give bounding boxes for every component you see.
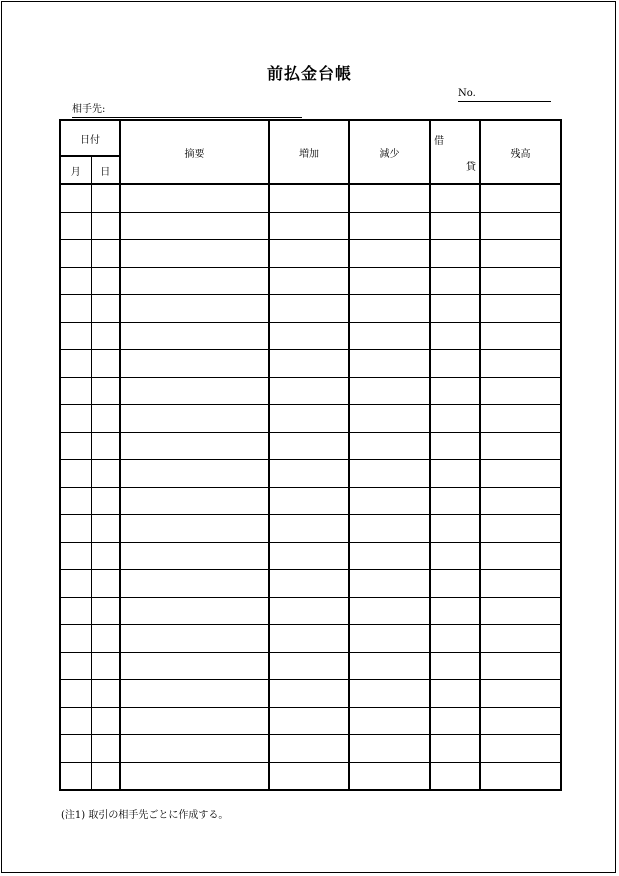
cell-balance[interactable] bbox=[480, 432, 561, 460]
cell-debit-credit[interactable] bbox=[430, 377, 480, 405]
cell-month[interactable] bbox=[60, 350, 91, 378]
cell-decrease[interactable] bbox=[349, 707, 430, 735]
cell-day[interactable] bbox=[91, 322, 120, 350]
cell-debit-credit[interactable] bbox=[430, 405, 480, 433]
table-row bbox=[60, 597, 561, 625]
cell-decrease[interactable] bbox=[349, 240, 430, 268]
cell-month[interactable] bbox=[60, 184, 91, 212]
cell-debit-credit[interactable] bbox=[430, 625, 480, 653]
header-decrease: 減少 bbox=[349, 120, 430, 184]
cell-debit-credit[interactable] bbox=[430, 707, 480, 735]
cell-summary[interactable] bbox=[120, 652, 269, 680]
cell-decrease[interactable] bbox=[349, 405, 430, 433]
cell-month[interactable] bbox=[60, 240, 91, 268]
table-row bbox=[60, 487, 561, 515]
header-credit: 貸 bbox=[466, 162, 476, 173]
cell-day[interactable] bbox=[91, 542, 120, 570]
cell-balance[interactable] bbox=[480, 405, 561, 433]
cell-debit-credit[interactable] bbox=[430, 570, 480, 598]
cell-decrease[interactable] bbox=[349, 432, 430, 460]
cell-month[interactable] bbox=[60, 542, 91, 570]
cell-increase[interactable] bbox=[269, 350, 349, 378]
cell-increase[interactable] bbox=[269, 542, 349, 570]
cell-debit-credit[interactable] bbox=[430, 184, 480, 212]
page-title: 前払金台帳 bbox=[266, 64, 352, 83]
cell-summary[interactable] bbox=[120, 184, 269, 212]
partner-field[interactable] bbox=[72, 104, 302, 118]
cell-increase[interactable] bbox=[269, 460, 349, 488]
cell-day[interactable] bbox=[91, 680, 120, 708]
cell-decrease[interactable] bbox=[349, 680, 430, 708]
cell-decrease[interactable] bbox=[349, 625, 430, 653]
cell-decrease[interactable] bbox=[349, 762, 430, 790]
cell-month[interactable] bbox=[60, 460, 91, 488]
cell-summary[interactable] bbox=[120, 377, 269, 405]
table-row bbox=[60, 212, 561, 240]
cell-day[interactable] bbox=[91, 707, 120, 735]
cell-month[interactable] bbox=[60, 267, 91, 295]
table-row bbox=[60, 377, 561, 405]
cell-month[interactable] bbox=[60, 597, 91, 625]
cell-day[interactable] bbox=[91, 267, 120, 295]
cell-day[interactable] bbox=[91, 515, 120, 543]
cell-increase[interactable] bbox=[269, 240, 349, 268]
cell-debit-credit[interactable] bbox=[430, 295, 480, 323]
cell-summary[interactable] bbox=[120, 542, 269, 570]
cell-day[interactable] bbox=[91, 625, 120, 653]
cell-day[interactable] bbox=[91, 570, 120, 598]
cell-month[interactable] bbox=[60, 652, 91, 680]
cell-day[interactable] bbox=[91, 240, 120, 268]
cell-day[interactable] bbox=[91, 597, 120, 625]
header-row-1 bbox=[60, 120, 561, 156]
cell-day[interactable] bbox=[91, 350, 120, 378]
cell-balance[interactable] bbox=[480, 625, 561, 653]
cell-debit-credit[interactable] bbox=[430, 267, 480, 295]
cell-decrease[interactable] bbox=[349, 377, 430, 405]
cell-debit-credit[interactable] bbox=[430, 487, 480, 515]
cell-summary[interactable] bbox=[120, 762, 269, 790]
footnote: (注1) 取引の相手先ごとに作成する。 bbox=[61, 810, 229, 821]
cell-increase[interactable] bbox=[269, 184, 349, 212]
cell-debit-credit[interactable] bbox=[430, 680, 480, 708]
cell-month[interactable] bbox=[60, 377, 91, 405]
table-row bbox=[60, 295, 561, 323]
cell-day[interactable] bbox=[91, 762, 120, 790]
cell-increase[interactable] bbox=[269, 762, 349, 790]
partner-label: 相手先: bbox=[72, 104, 106, 115]
header-summary: 摘要 bbox=[120, 120, 269, 184]
cell-summary[interactable] bbox=[120, 322, 269, 350]
cell-summary[interactable] bbox=[120, 295, 269, 323]
cell-month[interactable] bbox=[60, 625, 91, 653]
cell-debit-credit[interactable] bbox=[430, 735, 480, 763]
cell-decrease[interactable] bbox=[349, 184, 430, 212]
cell-decrease[interactable] bbox=[349, 267, 430, 295]
cell-balance[interactable] bbox=[480, 707, 561, 735]
cell-balance[interactable] bbox=[480, 652, 561, 680]
cell-debit-credit[interactable] bbox=[430, 652, 480, 680]
cell-increase[interactable] bbox=[269, 267, 349, 295]
table-row bbox=[60, 570, 561, 598]
cell-month[interactable] bbox=[60, 295, 91, 323]
cell-balance[interactable] bbox=[480, 267, 561, 295]
cell-increase[interactable] bbox=[269, 597, 349, 625]
cell-month[interactable] bbox=[60, 735, 91, 763]
cell-debit-credit[interactable] bbox=[430, 762, 480, 790]
cell-debit-credit[interactable] bbox=[430, 212, 480, 240]
cell-decrease[interactable] bbox=[349, 515, 430, 543]
header-date: 日付 bbox=[60, 120, 120, 156]
cell-summary[interactable] bbox=[120, 515, 269, 543]
cell-balance[interactable] bbox=[480, 680, 561, 708]
header-increase: 増加 bbox=[269, 120, 349, 184]
cell-decrease[interactable] bbox=[349, 350, 430, 378]
cell-debit-credit[interactable] bbox=[430, 432, 480, 460]
cell-decrease[interactable] bbox=[349, 460, 430, 488]
cell-increase[interactable] bbox=[269, 625, 349, 653]
cell-balance[interactable] bbox=[480, 570, 561, 598]
cell-balance[interactable] bbox=[480, 240, 561, 268]
header-debit: 借 bbox=[434, 136, 444, 147]
cell-increase[interactable] bbox=[269, 295, 349, 323]
cell-increase[interactable] bbox=[269, 515, 349, 543]
cell-summary[interactable] bbox=[120, 597, 269, 625]
header-day: 日 bbox=[91, 156, 120, 184]
cell-increase[interactable] bbox=[269, 680, 349, 708]
cell-summary[interactable] bbox=[120, 460, 269, 488]
table-row bbox=[60, 680, 561, 708]
cell-month[interactable] bbox=[60, 680, 91, 708]
cell-decrease[interactable] bbox=[349, 542, 430, 570]
cell-summary[interactable] bbox=[120, 405, 269, 433]
cell-decrease[interactable] bbox=[349, 487, 430, 515]
cell-summary[interactable] bbox=[120, 240, 269, 268]
table-row bbox=[60, 707, 561, 735]
cell-decrease[interactable] bbox=[349, 735, 430, 763]
cell-month[interactable] bbox=[60, 762, 91, 790]
ledger-table bbox=[59, 119, 562, 791]
cell-day[interactable] bbox=[91, 432, 120, 460]
cell-debit-credit[interactable] bbox=[430, 350, 480, 378]
table-row bbox=[60, 735, 561, 763]
cell-day[interactable] bbox=[91, 184, 120, 212]
document-number-field[interactable] bbox=[458, 88, 551, 102]
cell-debit-credit[interactable] bbox=[430, 460, 480, 488]
table-row bbox=[60, 184, 561, 212]
cell-debit-credit[interactable] bbox=[430, 322, 480, 350]
cell-balance[interactable] bbox=[480, 515, 561, 543]
cell-decrease[interactable] bbox=[349, 652, 430, 680]
cell-increase[interactable] bbox=[269, 652, 349, 680]
cell-debit-credit[interactable] bbox=[430, 515, 480, 543]
header-debit-credit bbox=[430, 120, 480, 184]
cell-day[interactable] bbox=[91, 405, 120, 433]
cell-summary[interactable] bbox=[120, 350, 269, 378]
cell-balance[interactable] bbox=[480, 184, 561, 212]
cell-balance[interactable] bbox=[480, 542, 561, 570]
cell-balance[interactable] bbox=[480, 295, 561, 323]
table-row bbox=[60, 240, 561, 268]
cell-debit-credit[interactable] bbox=[430, 240, 480, 268]
cell-day[interactable] bbox=[91, 735, 120, 763]
cell-debit-credit[interactable] bbox=[430, 597, 480, 625]
cell-month[interactable] bbox=[60, 432, 91, 460]
cell-month[interactable] bbox=[60, 707, 91, 735]
table-row bbox=[60, 432, 561, 460]
cell-decrease[interactable] bbox=[349, 570, 430, 598]
cell-increase[interactable] bbox=[269, 405, 349, 433]
table-row bbox=[60, 350, 561, 378]
cell-balance[interactable] bbox=[480, 350, 561, 378]
cell-increase[interactable] bbox=[269, 212, 349, 240]
cell-balance[interactable] bbox=[480, 322, 561, 350]
cell-debit-credit[interactable] bbox=[430, 542, 480, 570]
cell-decrease[interactable] bbox=[349, 322, 430, 350]
cell-balance[interactable] bbox=[480, 597, 561, 625]
cell-summary[interactable] bbox=[120, 267, 269, 295]
cell-summary[interactable] bbox=[120, 625, 269, 653]
cell-decrease[interactable] bbox=[349, 212, 430, 240]
cell-summary[interactable] bbox=[120, 570, 269, 598]
cell-increase[interactable] bbox=[269, 377, 349, 405]
cell-increase[interactable] bbox=[269, 487, 349, 515]
header-month: 月 bbox=[60, 156, 91, 184]
table-row bbox=[60, 625, 561, 653]
cell-balance[interactable] bbox=[480, 460, 561, 488]
cell-day[interactable] bbox=[91, 212, 120, 240]
cell-balance[interactable] bbox=[480, 487, 561, 515]
table-row bbox=[60, 267, 561, 295]
cell-month[interactable] bbox=[60, 405, 91, 433]
cell-day[interactable] bbox=[91, 652, 120, 680]
cell-increase[interactable] bbox=[269, 735, 349, 763]
cell-day[interactable] bbox=[91, 460, 120, 488]
cell-increase[interactable] bbox=[269, 432, 349, 460]
cell-decrease[interactable] bbox=[349, 295, 430, 323]
header-balance: 残高 bbox=[480, 120, 561, 184]
table-row bbox=[60, 460, 561, 488]
cell-summary[interactable] bbox=[120, 707, 269, 735]
table-row bbox=[60, 652, 561, 680]
cell-increase[interactable] bbox=[269, 707, 349, 735]
cell-month[interactable] bbox=[60, 570, 91, 598]
cell-balance[interactable] bbox=[480, 377, 561, 405]
cell-summary[interactable] bbox=[120, 212, 269, 240]
cell-day[interactable] bbox=[91, 377, 120, 405]
cell-summary[interactable] bbox=[120, 680, 269, 708]
cell-month[interactable] bbox=[60, 212, 91, 240]
cell-increase[interactable] bbox=[269, 570, 349, 598]
table-row bbox=[60, 405, 561, 433]
cell-balance[interactable] bbox=[480, 735, 561, 763]
table-row bbox=[60, 322, 561, 350]
table-row bbox=[60, 515, 561, 543]
cell-month[interactable] bbox=[60, 515, 91, 543]
cell-day[interactable] bbox=[91, 487, 120, 515]
cell-decrease[interactable] bbox=[349, 597, 430, 625]
cell-day[interactable] bbox=[91, 295, 120, 323]
cell-increase[interactable] bbox=[269, 322, 349, 350]
table-row bbox=[60, 542, 561, 570]
document-number-label: No. bbox=[458, 88, 476, 99]
cell-summary[interactable] bbox=[120, 432, 269, 460]
cell-summary[interactable] bbox=[120, 487, 269, 515]
cell-month[interactable] bbox=[60, 487, 91, 515]
cell-balance[interactable] bbox=[480, 212, 561, 240]
cell-balance[interactable] bbox=[480, 762, 561, 790]
cell-month[interactable] bbox=[60, 322, 91, 350]
cell-summary[interactable] bbox=[120, 735, 269, 763]
table-row bbox=[60, 762, 561, 790]
